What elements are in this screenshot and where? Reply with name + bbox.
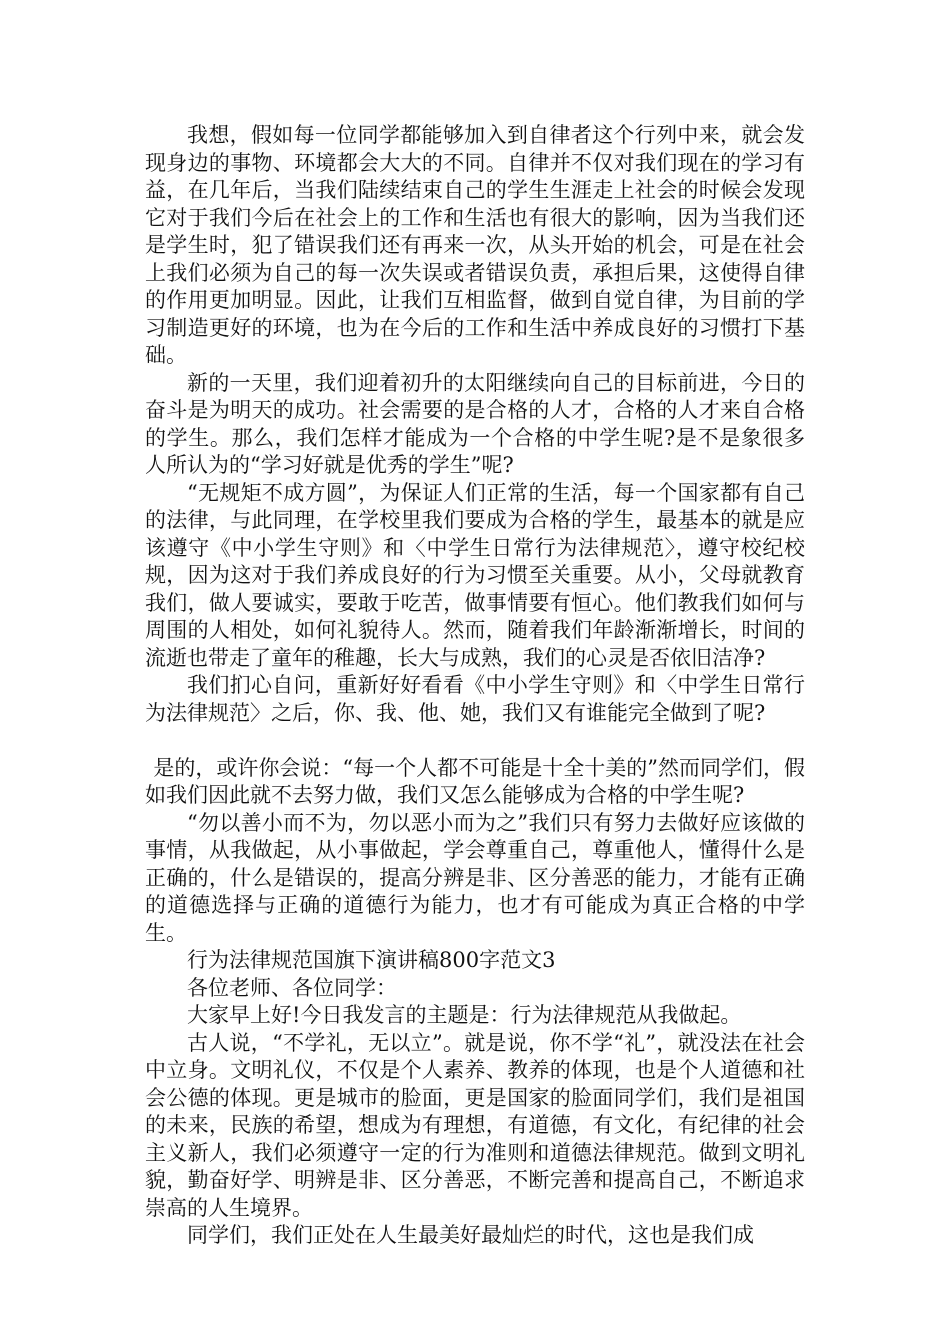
greeting-topic: 大家早上好!今日我发言的主题是：行为法律规范从我做起。 xyxy=(187,1003,742,1027)
paragraph-etiquette: 古人说，“不学礼，无以立”。就是说，你不学“礼”，就没法在社会中立身。文明礼仪，不仅是个人素养、教养的体现，也是个人道德和社会公德的体现。更是城市的脸面，更是国家的脸面同学们，我们是祖国的未来，民族的希望，想成为有理想，有道德，有文化，有纪律的社会主义新人，我们必须遵守一定的行为准则和道德法律规范。做到文明礼貌，勤奋好学、明辨是非、区分善恶，不断完善和提高自己，不断追求崇高的人生境界。 xyxy=(145,1030,805,1220)
salutation: 各位老师、各位同学： xyxy=(187,975,397,1000)
blank-line xyxy=(145,727,805,755)
paragraph-rules: “无规矩不成方圆”，为保证人们正常的生活，每一个国家都有自己的法律，与此同理，在学校里我们要成为合格的学生，最基本的就是应该遵守《中小学生守则》和〈中学生日常行为法律规范〉，遵守校纪校规，因为这对于我们养成良好的行为习惯至关重要。从小，父母就教育我们，做人要诚实，要敢于吃苦，做事情要有恒心。他们教我们如何与周围的人相处，如何礼貌待人。然而，随着我们年龄渐渐增长，时间的流逝也带走了童年的稚趣，长大与成熟，我们的心灵是否依旧洁净? xyxy=(145,480,805,670)
paragraph-self-discipline: 我想，假如每一位同学都能够加入到自律者这个行列中来，就会发现身边的事物、环境都会大大的不同。自律并不仅对我们现在的学习有益，在几年后，当我们陆续结束自己的学生生涯走上社会的时候会发现它对于我们今后在社会上的工作和生活也有很大的影响，因为当我们还是学生时，犯了错误我们还有再来一次，从头开始的机会，可是在社会上我们必须为自己的每一次失误或者错误负责，承担后果，这使得自律的作用更加明显。因此，让我们互相监督，做到自觉自律，为目前的学习制造更好的环境，也为在今后的工作和生活中养成良好的习惯打下基础。 xyxy=(145,123,805,367)
section-heading: 行为法律规范国旗下演讲稿800字范文3 xyxy=(187,948,556,972)
paragraph-students-era: 同学们，我们正处在人生最美好最灿烂的时代，这也是我们成 xyxy=(187,1223,754,1247)
paragraph-small-deeds: “勿以善小而不为，勿以恶小而为之”我们只有努力去做好应该做的事情，从我做起，从小事做起，学会尊重自己，尊重他人，懂得什么是正确的，什么是错误的，提高分辨是非、区分善恶的能力，才能有正确的道德选择与正确的道德行为能力，也才有可能成为真正合格的中学生。 xyxy=(145,810,805,945)
paragraph-nobody-perfect: 是的，或许你会说：“每一个人都不可能是十全十美的”然而同学们，假如我们因此就不去努力做，我们又怎么能够成为合格的中学生呢? xyxy=(145,755,805,807)
paragraph-self-reflection: 我们扪心自问，重新好好看看《中小学生守则》和〈中学生日常行为法律规范〉之后，你、我、他、她，我们又有谁能完全做到了呢? xyxy=(145,673,805,725)
document-page xyxy=(145,122,805,1250)
paragraph-new-day: 新的一天里，我们迎着初升的太阳继续向自己的目标前进，今日的奋斗是为明天的成功。社会需要的是合格的人才，合格的人才来自合格的学生。那么，我们怎样才能成为一个合格的中学生呢?是不是象很多人所认为的“学习好就是优秀的学生”呢? xyxy=(145,370,805,477)
